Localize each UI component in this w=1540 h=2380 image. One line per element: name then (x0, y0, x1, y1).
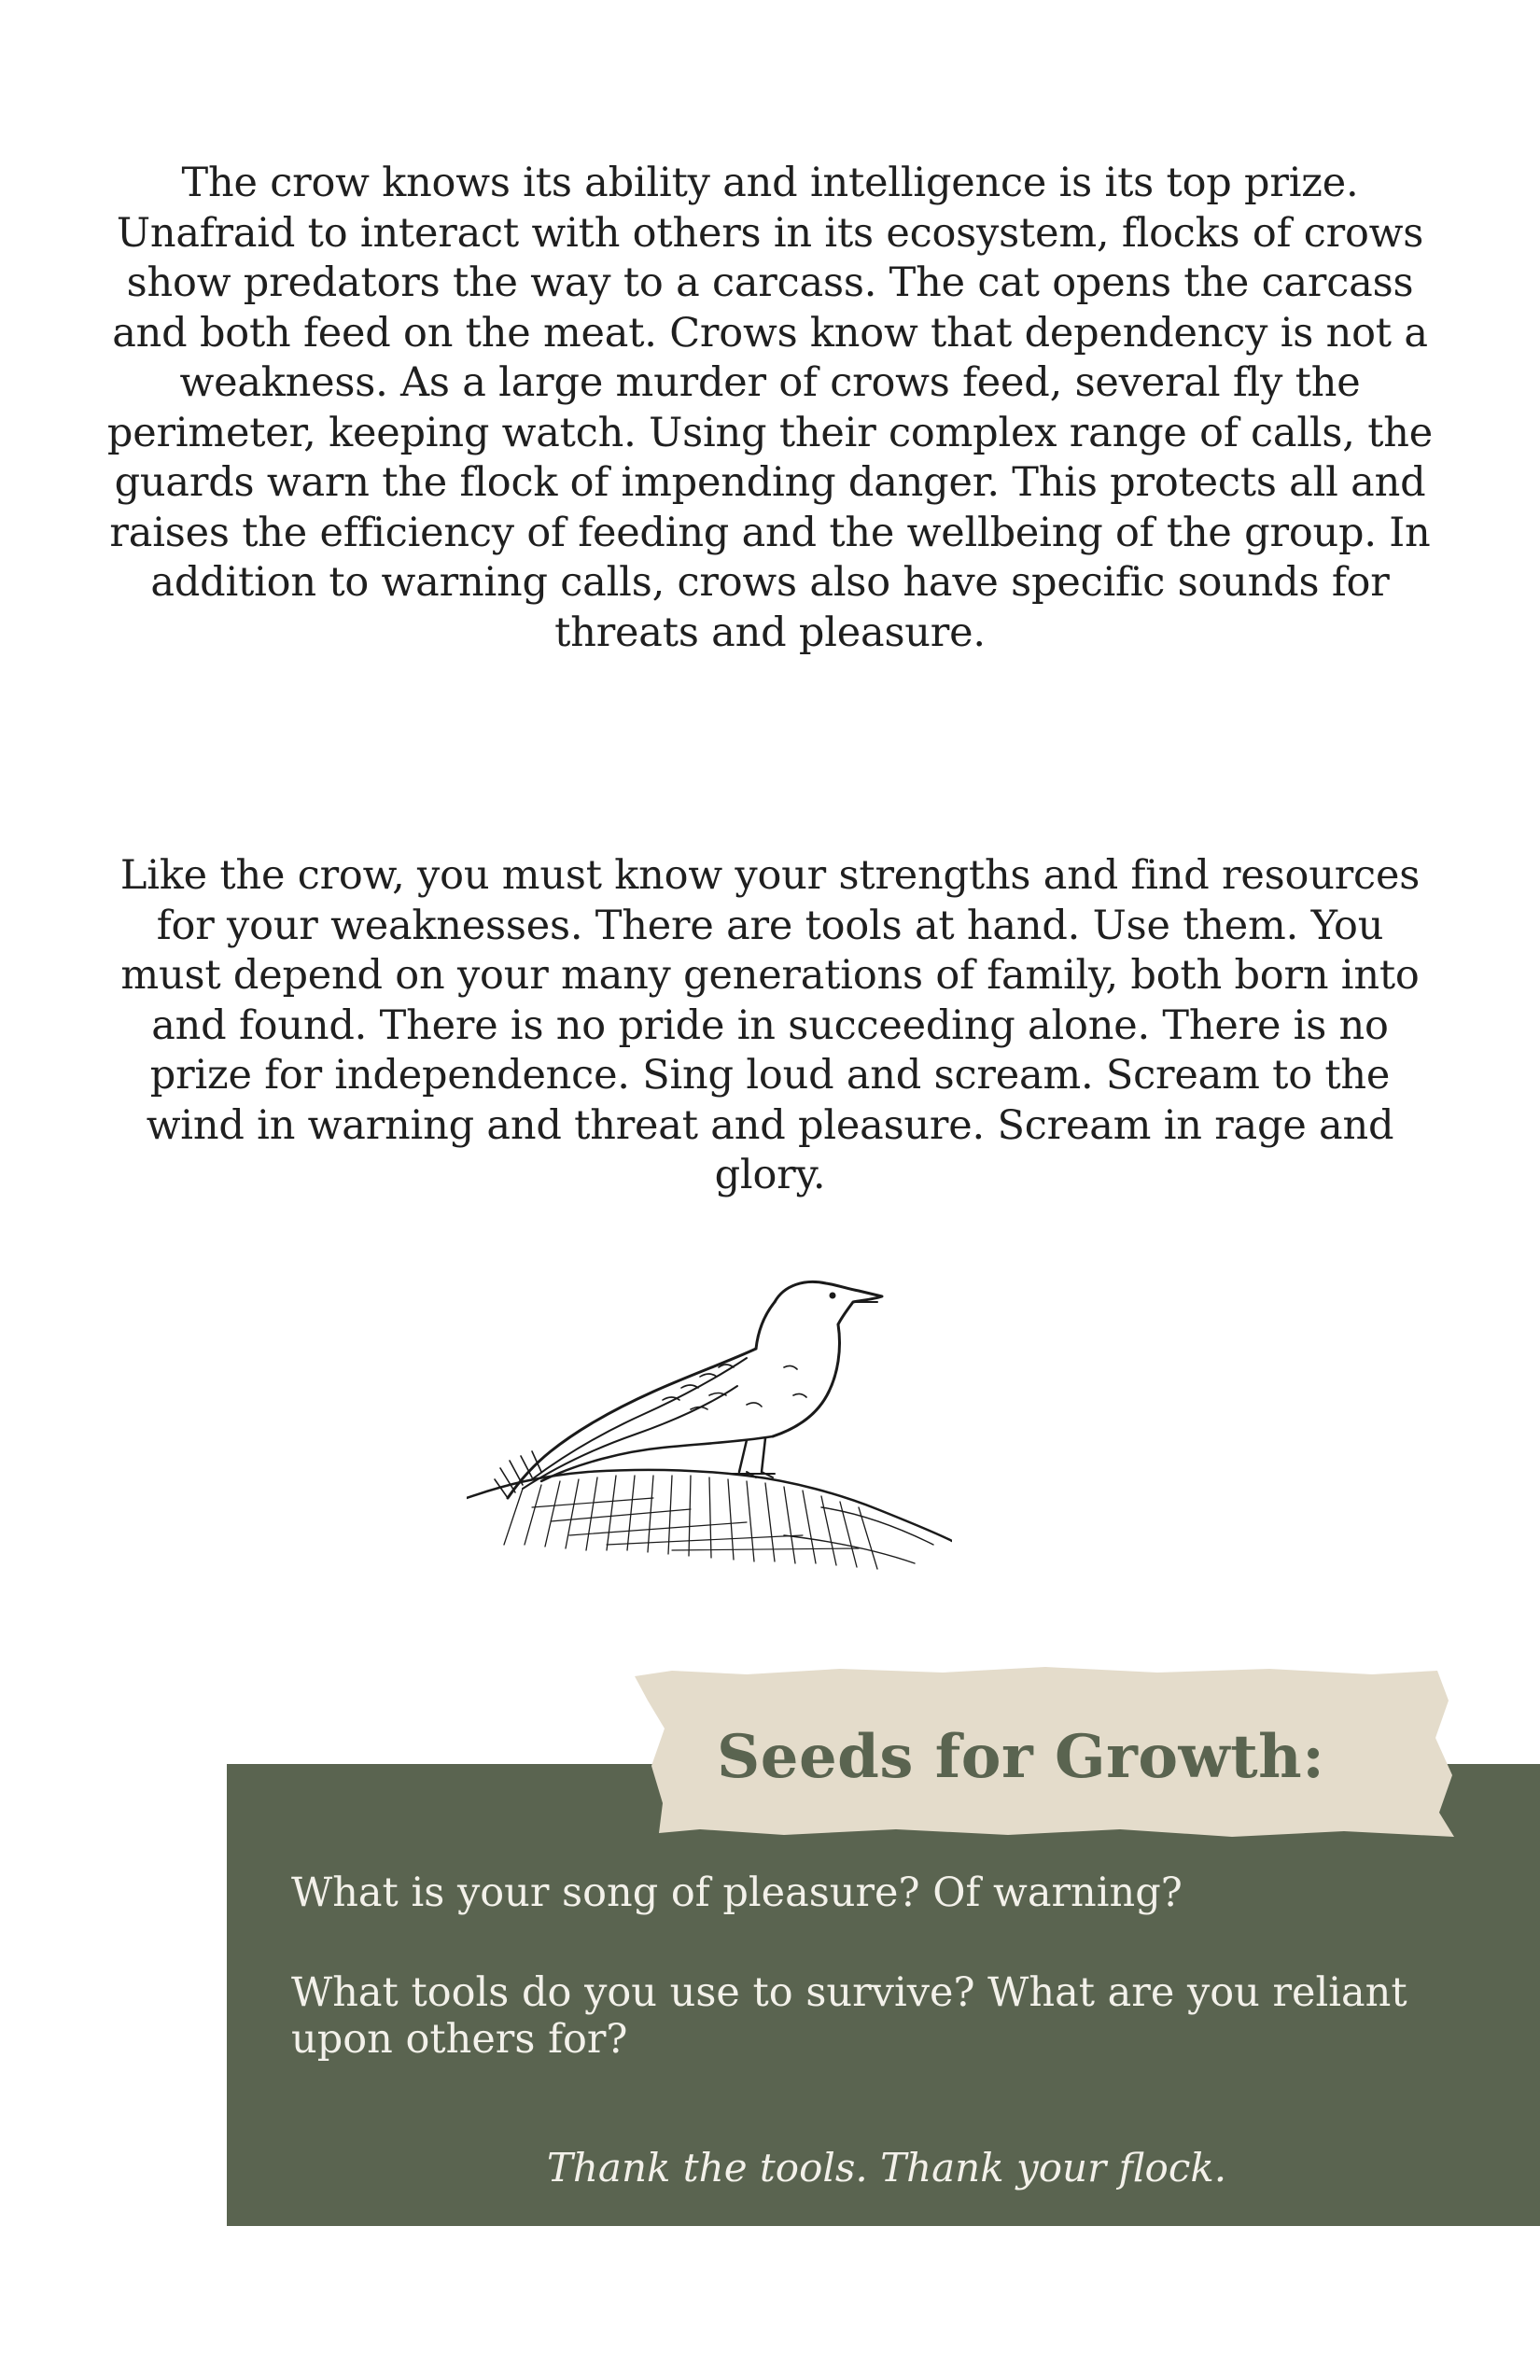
seeds-title: Seeds for Growth: (717, 1722, 1325, 1792)
crow-sketch-icon (467, 1265, 952, 1582)
reflection-question-1: What is your song of pleasure? Of warning? (291, 1869, 1183, 1916)
reflection-question-2: What tools do you use to survive? What are you reliant upon others for? (291, 1969, 1407, 2063)
body-paragraph-1: The crow knows its ability and intelligence is its top prize. Unafraid to interact with others in its ecosystem, flocks of crows show predators the way to a carcass. The cat opens the carcass and both feed on the meat. Crows know that dependency is not a weakness. As a large murder of crows feed, several fly the perimeter, keeping watch. Using their complex range of calls, the guards warn the flock of impending danger. This protects all and raises the efficiency of feeding and the wellbeing of the group. In addition to warning calls, crows also have specific sounds for threats and pleasure. (106, 160, 1434, 656)
body-paragraph-2: Like the crow, you must know your strengths and find resources for your weaknesses. There are tools at hand. Use them. You must depend on your many generations of family, both born into and found. There is no pride in succeeding alone. There is no prize for independence. Sing loud and scream. Scream to the wind in warning and threat and pleasure. Scream in rage and glory. (119, 852, 1421, 1198)
closing-line: Thank the tools. Thank your flock. (546, 2145, 1227, 2191)
